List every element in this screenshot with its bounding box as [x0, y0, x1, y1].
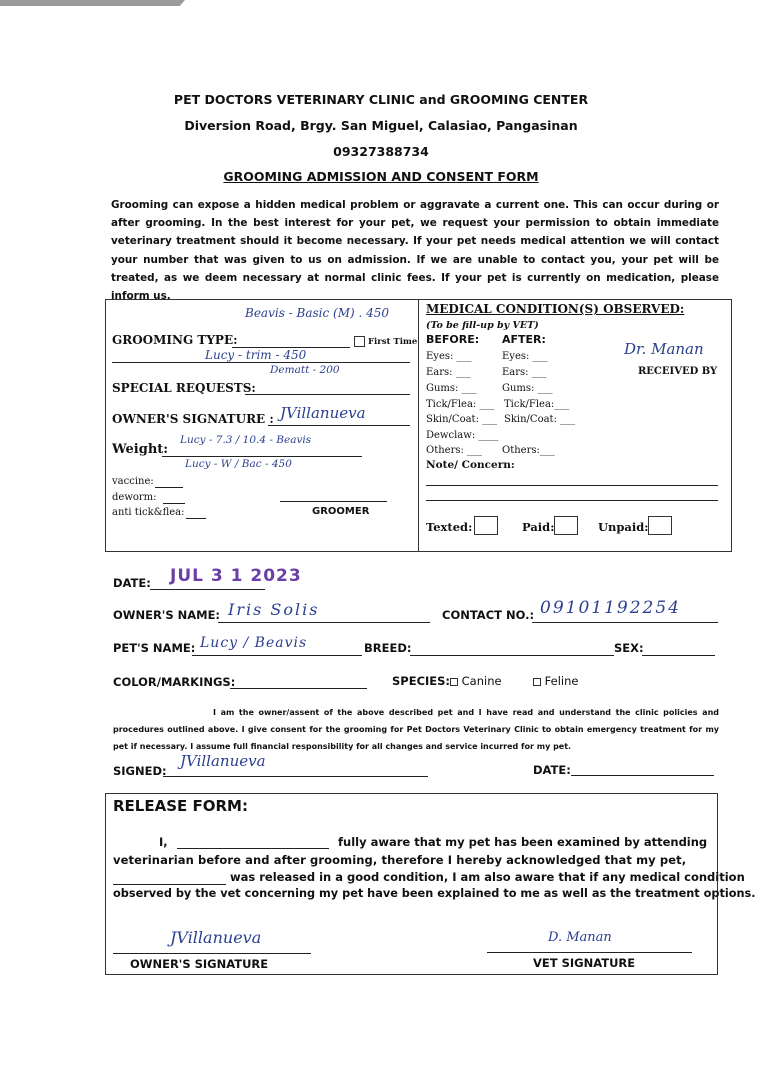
grooming-type-handwritten-2: Lucy - trim - 450 — [205, 348, 307, 362]
anti-tick-label: anti tick&flea: — [112, 507, 185, 518]
canine-label: Canine — [461, 674, 502, 688]
release-text-3: was released in a good condition, I am also aware that if any medical condition — [230, 870, 745, 884]
release-pet-line — [113, 884, 226, 885]
date-line — [150, 589, 265, 590]
weight-line — [162, 456, 362, 457]
weight-handwritten-2: Lucy - W / Bac - 450 — [185, 458, 292, 470]
vaccine-label: vaccine: — [112, 476, 154, 487]
species-label: SPECIES: — [392, 674, 451, 688]
owner-name-label: OWNER'S NAME: — [113, 608, 221, 622]
note-concern-label: Note/ Concern: — [426, 459, 515, 471]
before-others: Others: ___ — [426, 445, 483, 456]
consent-date-label: DATE: — [533, 763, 571, 777]
after-others: Others:___ — [502, 445, 555, 456]
owner-signature-hand: JVillanueva — [280, 404, 366, 422]
special-requests-label: SPECIAL REQUESTS: — [112, 381, 256, 395]
medical-title: MEDICAL CONDITION(S) OBSERVED: — [426, 302, 685, 316]
after-tick-flea: Tick/Flea:___ — [504, 399, 570, 410]
pet-name-hand: Lucy / Beavis — [200, 635, 308, 651]
release-i-label: I, — [159, 835, 168, 849]
owner-name-hand: Iris Solis — [228, 600, 320, 619]
release-owner-sig-line — [113, 953, 311, 954]
texted-box[interactable] — [474, 516, 498, 535]
after-ears: Ears: ___ — [502, 367, 547, 378]
feline-label: Feline — [544, 674, 579, 688]
feline-checkbox[interactable] — [533, 678, 541, 686]
pet-name-line — [192, 655, 362, 656]
before-eyes: Eyes: ___ — [426, 351, 472, 362]
unpaid-box[interactable] — [648, 516, 672, 535]
feline-option[interactable] — [533, 674, 578, 688]
box-divider — [418, 300, 419, 551]
weight-label: Weight: — [112, 442, 169, 457]
vaccine-line — [155, 487, 183, 488]
date-label: DATE: — [113, 576, 151, 590]
medical-subtitle: (To be fill-up by VET) — [426, 320, 539, 331]
first-time-checkbox[interactable] — [354, 336, 417, 347]
texted-label: Texted: — [426, 520, 473, 534]
canine-checkbox[interactable] — [450, 678, 458, 686]
canine-option[interactable] — [450, 674, 502, 688]
after-label: AFTER: — [502, 333, 546, 346]
intro-paragraph: Grooming can expose a hidden medical problem or aggravate a current one. This can occur during or after grooming. In the best interest for your pet, we request your permission to obtain immediate veterinary treatment should it become necessary. If your pet needs medical attention we will contact your number that was given to us on admission. If we are unable to contact you, your pet will be treated, as we deem necessary at normal clinic fees. If your pet is currently on medication, please inform us. — [111, 199, 719, 303]
release-owner-sig-label: OWNER'S SIGNATURE — [130, 957, 269, 971]
sex-label: SEX: — [614, 641, 644, 655]
breed-label: BREED: — [364, 641, 412, 655]
note-line-1 — [426, 485, 718, 486]
after-eyes: Eyes: ___ — [502, 351, 548, 362]
contact-label: CONTACT NO.: — [442, 608, 535, 622]
release-text-2: veterinarian before and after grooming, therefore I hereby acknowledged that my pet, — [113, 853, 687, 867]
release-title: RELEASE FORM: — [113, 797, 248, 815]
release-text-4: observed by the vet concerning my pet have been explained to me as well as the treatment options. — [113, 887, 756, 900]
before-dewclaw: Dewclaw: ____ — [426, 430, 499, 441]
pet-name-label: PET'S NAME: — [113, 641, 196, 655]
release-vet-sig-label: VET SIGNATURE — [533, 956, 636, 970]
grooming-type-handwritten-1: Beavis - Basic (M) . 450 — [245, 306, 390, 320]
after-skin-coat: Skin/Coat: ___ — [504, 414, 576, 425]
color-markings-label: COLOR/MARKINGS: — [113, 675, 236, 689]
clinic-name: PET DOCTORS VETERINARY CLINIC and GROOMING CENTER — [173, 92, 589, 107]
grooming-type-handwritten-3: Dematt - 200 — [270, 364, 340, 376]
release-name-line — [177, 848, 329, 849]
consent-date-line — [571, 775, 714, 776]
before-skin-coat: Skin/Coat: ___ — [426, 414, 498, 425]
release-text-1: fully aware that my pet has been examined by attending — [338, 835, 708, 849]
color-markings-line — [230, 688, 367, 689]
date-stamp: JUL 3 1 2023 — [170, 566, 302, 586]
contact-line — [532, 622, 718, 623]
groomer-label: GROOMER — [312, 506, 370, 517]
weight-handwritten-1: Lucy - 7.3 / 10.4 - Beavis — [180, 434, 312, 446]
before-label: BEFORE: — [426, 333, 480, 346]
signed-label: SIGNED: — [113, 764, 167, 778]
anti-tick-line — [186, 518, 206, 519]
contact-hand: 09101192254 — [540, 598, 681, 618]
before-gums: Gums: ___ — [426, 383, 477, 394]
received-by-label: RECEIVED BY — [638, 366, 718, 377]
before-ears: Ears: ___ — [426, 367, 471, 378]
grooming-type-label: GROOMING TYPE: — [112, 333, 238, 347]
owner-name-line — [218, 622, 430, 623]
sex-line — [642, 655, 715, 656]
clinic-address: Diversion Road, Brgy. San Miguel, Calasiao, Pangasinan — [184, 118, 578, 133]
deworm-label: deworm: — [112, 492, 157, 503]
clinic-phone: 09327388734 — [333, 144, 429, 159]
release-vet-signature-hand: D. Manan — [548, 930, 612, 945]
paid-box[interactable] — [554, 516, 578, 535]
first-time-box[interactable] — [354, 336, 365, 347]
before-tick-flea: Tick/Flea: ___ — [426, 399, 495, 410]
owner-signature-line — [268, 425, 410, 426]
unpaid-label: Unpaid: — [598, 520, 649, 534]
after-gums: Gums: ___ — [502, 383, 553, 394]
release-owner-signature-hand: JVillanueva — [170, 928, 262, 947]
special-requests-line — [245, 394, 410, 395]
release-vet-sig-line — [487, 952, 692, 953]
form-title: GROOMING ADMISSION AND CONSENT FORM — [223, 169, 539, 184]
grooming-type-line-2 — [112, 362, 410, 363]
received-by-signature: Dr. Manan — [624, 340, 704, 358]
owner-signature-label: OWNER'S SIGNATURE : — [112, 412, 274, 426]
breed-line — [410, 655, 614, 656]
consent-text: I am the owner/assent of the above described pet and I have read and understand the clinic policies and procedures outlined above. I give consent for the grooming for Pet Doctors Veterinary Clinic to obtain emergency treatment for my pet if necessary. I assume full financial responsibility for all changes and service incurred for my pet. — [113, 708, 719, 751]
first-time-label: First Time — [367, 337, 418, 347]
signed-hand: JVillanueva — [180, 752, 266, 770]
groomer-line — [280, 501, 387, 502]
note-line-2 — [426, 500, 718, 501]
paid-label: Paid: — [522, 520, 555, 534]
deworm-line — [163, 503, 185, 504]
signed-line — [163, 776, 428, 777]
